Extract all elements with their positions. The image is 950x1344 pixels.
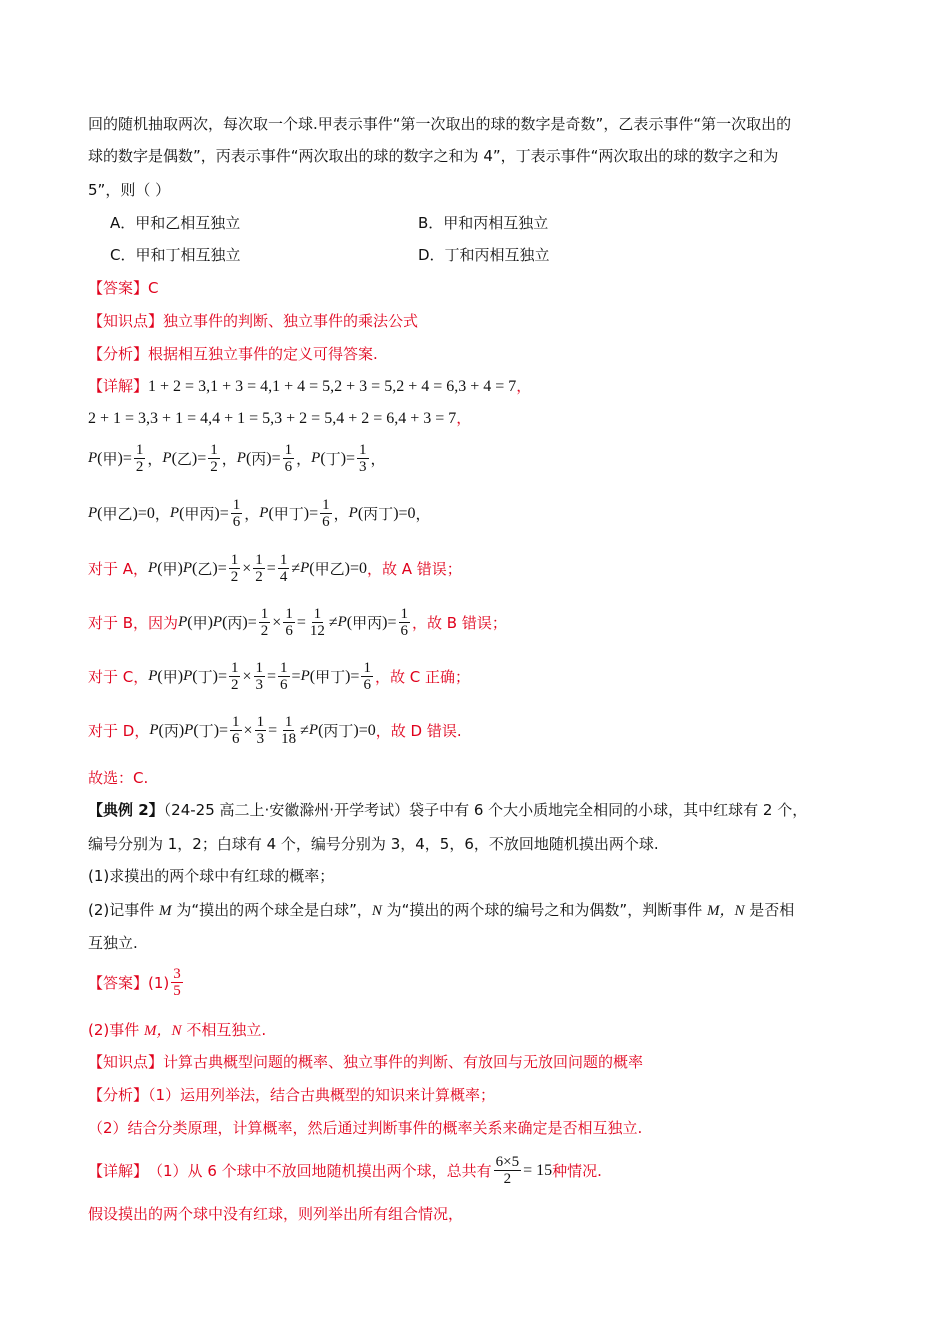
equals: = [122, 449, 132, 467]
paren-left: ( [97, 449, 103, 467]
q1-prob-row-2: P ( 甲乙 ) = 0 ， P ( 甲丙 ) = $\frac{1}{6}$ ， P ( 甲丁 ) = $\frac{1}{6}$ ， P ( 丙丁 ) = 0 ， [88, 497, 431, 530]
p-symbol: P [311, 450, 321, 466]
fraction-three-fifths: $\frac{3}{5}$ [173, 966, 181, 999]
check-b-conclusion: ，故 B 错误； [412, 614, 507, 632]
q2-stem-line1 [88, 800, 807, 820]
q1-knowledge [88, 311, 418, 331]
q1-prob-row-1: P ( 甲 ) = $\frac{1}{2}$ ， P ( 乙 ) = $\frac{1}{2}$ ， P ( 丙 ) = $\frac{1}{6}$ ， P ( 丁 ) = $\frac{1}{3}$ ， [88, 442, 386, 475]
event-jiading: 甲丁 [273, 505, 304, 523]
event-bing: 丙 [251, 450, 267, 468]
check-d-label: 对于 D， [88, 722, 150, 740]
q2-answer [88, 966, 185, 999]
p-symbol: P [348, 505, 358, 521]
q1-knowledge-text: 独立事件的判断、独立事件的乘法公式 [163, 312, 419, 330]
q2-part1: (1)求摸出的两个球中有红球的概率； [88, 867, 335, 885]
q1-stem-line2: 球的数字是偶数”，丙表示事件“两次取出的球的数字之和为 4”，丁表示事件“两次取出的球的数字之和为 [88, 147, 779, 165]
q1-detail-line1 [88, 376, 531, 397]
q1-analysis-tag: 【分析】 [88, 345, 149, 363]
check-a-label: 对于 A， [88, 560, 149, 578]
q1-option-a: A．甲和乙相互独立 [110, 214, 241, 232]
p-symbol: P [259, 505, 269, 521]
q1-check-a: 对于 A， P ( 甲 ) P ( 乙 ) = $\frac{1}{2}$ × $\frac{1}{2}$ = $\frac{1}{4}$ ≠ P ( 甲乙 ) = 0 ，故 A 错误； [88, 552, 462, 585]
q2-detail-1: 【详解】 （1）从 6 个球中不放回地随机摸出两个球，总共有 $\frac{6\times 5}{2}$ = 15 种情况. [88, 1154, 602, 1187]
q1-final: 故选：C. [88, 769, 149, 787]
fraction-sixth: $\frac{1}{6}$ [284, 442, 293, 475]
q1-sums-2: 2 + 1 = 3,3 + 1 = 4,4 + 1 = 5,3 + 2 = 5,4 + 2 = 6,4 + 3 = 7 [88, 410, 457, 427]
fraction-half: $\frac{1}{2}$ [135, 442, 144, 475]
p-symbol: P [88, 505, 98, 521]
check-c-label: 对于 C， [88, 668, 149, 686]
fraction-six-times-five-over-two: $\frac{6\times 5}{2}$ [495, 1154, 520, 1187]
q1-sums-1: 1 + 2 = 3,1 + 3 = 4,1 + 4 = 5,2 + 3 = 5,2 + 4 = 6,3 + 4 = 7 [148, 378, 517, 395]
event-jiayi: 甲乙 [102, 505, 133, 523]
q2-knowledge: 【知识点】计算古典概型问题的概率、独立事件的判断、有放回与无放回问题的概率 [88, 1053, 644, 1071]
check-b-label: 对于 B，因为 [88, 614, 179, 632]
q1-detail-tag: 【详解】 [88, 377, 149, 395]
fraction-third: $\frac{1}{3}$ [359, 442, 367, 475]
check-c-conclusion: ，故 C 正确； [374, 668, 470, 686]
q2-part2: (2)记事件 M 为“摸出的两个球全是白球”，N 为“摸出的两个球的编号之和为偶数”，判断事件 M，N 是否相 [88, 901, 795, 919]
fraction-sixth: $\frac{1}{6}$ [322, 497, 330, 530]
q2-stem-text: （24-25 高二上·安徽滁州·开学考试）袋子中有 6 个大小质地完全相同的小球，其中红球有 2 个， [163, 801, 808, 819]
check-d-conclusion: ，故 D 错误. [375, 722, 462, 740]
q1-option-c: C．甲和丁相互独立 [110, 246, 241, 264]
q1-analysis [88, 344, 378, 364]
p-symbol: P [88, 450, 98, 466]
q1-sums-1-comma: ， [516, 377, 532, 395]
not-equal: ≠ [291, 559, 301, 577]
comma: ， [147, 450, 163, 468]
var-mn: M，N [706, 903, 745, 919]
p-symbol: P [169, 505, 180, 521]
q2-part2-cont: 互独立. [88, 934, 138, 952]
var-m: M [159, 903, 172, 919]
q1-answer-tag: 【答案】 [88, 279, 149, 297]
q1-option-b: B．甲和丙相互独立 [418, 214, 549, 232]
zero: 0 [146, 504, 155, 522]
q1-check-b: 对于 B，因为 P ( 甲 ) P ( 丙 ) = $\frac{1}{2}$ × $\frac{1}{6}$ = $\frac{1}{12}$ ≠ P ( 甲丙 ) = $\frac{1}{6}$ ，故 B 错误； [88, 606, 507, 639]
fraction-half: $\frac{1}{2}$ [210, 442, 218, 475]
q1-answer-value: C [148, 279, 159, 297]
q1-stem-line3: 5”，则（ ） [88, 181, 171, 199]
q1-analysis-text: 根据相互独立事件的定义可得答案. [148, 345, 378, 363]
q1-option-d: D．丁和丙相互独立 [418, 246, 550, 264]
event-yi: 乙 [176, 450, 192, 468]
q1-check-d: 对于 D， P ( 丙 ) P ( 丁 ) = $\frac{1}{6}$ × $\frac{1}{3}$ = $\frac{1}{18}$ ≠ P ( 丙丁 ) = 0 ，故 D 错误. [88, 714, 462, 747]
q2-detail-2: 假设摸出的两个球中没有红球，则列举出所有组合情况， [88, 1205, 464, 1223]
event-bingding: 丙丁 [363, 505, 394, 523]
q1-knowledge-tag: 【知识点】 [88, 312, 164, 330]
q2-stem-line2: 编号分别为 1，2；白球有 4 个，编号分别为 3，4，5，6，不放回地随机摸出两个球. [88, 835, 659, 853]
p-symbol: P [162, 450, 172, 466]
q2-answer-part2: (2)事件 M，N 不相互独立. [88, 1021, 267, 1039]
var-n: N [371, 903, 382, 919]
p-symbol: P [236, 450, 246, 466]
event-ding: 丁 [325, 450, 341, 468]
q2-tag: 【典例 2】 [88, 801, 164, 819]
q1-sums-2-comma: ， [456, 409, 472, 427]
q2-detail-tag: 【详解】 [88, 1162, 149, 1180]
q2-answer-part1: (1) [148, 973, 170, 992]
event-jia: 甲 [102, 450, 118, 468]
q2-analysis-2: （2）结合分类原理，计算概率，然后通过判断事件的概率关系来确定是否相互独立. [88, 1119, 643, 1137]
q1-answer [88, 278, 159, 298]
event-jiabing: 甲丙 [184, 505, 215, 523]
q1-detail-line2 [88, 408, 471, 429]
q1-stem-line1: 回的随机抽取两次，每次取一个球.甲表示事件“第一次取出的球的数字是奇数”，乙表示事件“第一次取出的 [88, 115, 792, 133]
q1-check-c: 对于 C， P ( 甲 ) P ( 丁 ) = $\frac{1}{2}$ × $\frac{1}{3}$ = $\frac{1}{6}$ = P ( 甲丁 ) = $\frac{1}{6}$ ，故 C 正确； [88, 660, 470, 693]
fraction-sixth: $\frac{1}{6}$ [232, 497, 241, 530]
q2-analysis-1: 【分析】（1）运用列举法，结合古典概型的知识来计算概率； [88, 1086, 496, 1104]
q2-answer-tag: 【答案】 [88, 974, 149, 992]
paren-right: ) [117, 449, 123, 467]
check-a-conclusion: ，故 A 错误； [366, 560, 462, 578]
